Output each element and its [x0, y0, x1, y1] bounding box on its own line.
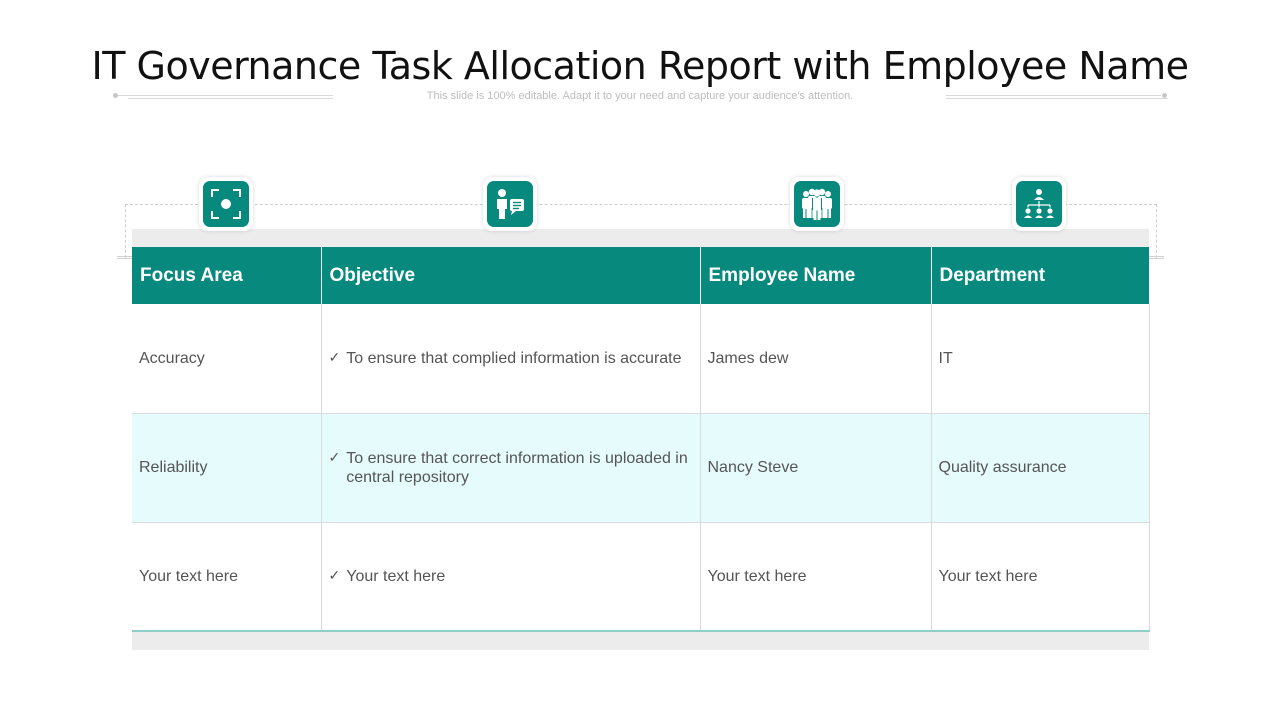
cell-department: Your text here [931, 522, 1149, 631]
checkmark-icon: ✓ [328, 348, 341, 365]
table-top-band [132, 229, 1149, 247]
team-group-icon [790, 177, 844, 231]
deco-dot-right [1162, 93, 1167, 98]
checkmark-icon: ✓ [328, 448, 341, 465]
task-allocation-table [132, 247, 1150, 632]
side-line-right [1149, 256, 1164, 259]
deco-dot-left [113, 93, 118, 98]
header-focus-area: Focus Area [132, 247, 321, 304]
dashed-frame-top [125, 204, 1157, 205]
side-line-left [117, 256, 132, 259]
deco-line-left-lower [128, 98, 333, 99]
presenter-chat-icon [483, 177, 537, 231]
cell-objective [321, 522, 700, 631]
cell-department: IT [931, 304, 1149, 413]
cell-employee-name: Your text here [700, 522, 931, 631]
dashed-frame-left [125, 204, 126, 258]
table-bottom-band [132, 632, 1149, 650]
cell-focus-area: Accuracy [132, 304, 321, 413]
objective-text: Your text here [346, 567, 446, 585]
cell-focus-area: Your text here [132, 522, 321, 631]
cell-employee-name: Nancy Steve [700, 413, 931, 522]
objective-text: To ensure that correct information is uploaded in central repository [346, 449, 688, 486]
table-row [132, 413, 1149, 522]
objective-text: To ensure that complied information is accurate [346, 349, 682, 367]
table-row [132, 304, 1149, 413]
table-header-row [132, 247, 1149, 304]
focus-target-icon [199, 177, 253, 231]
deco-line-right [946, 95, 1161, 96]
table-row [132, 522, 1149, 631]
cell-focus-area: Reliability [132, 413, 321, 522]
header-objective: Objective [321, 247, 700, 304]
org-chart-icon [1012, 177, 1066, 231]
deco-line-left [118, 95, 333, 96]
cell-objective [321, 413, 700, 522]
cell-employee-name: James dew [700, 304, 931, 413]
deco-line-right-lower [946, 98, 1168, 99]
checkmark-icon: ✓ [328, 566, 341, 583]
dashed-frame-right [1156, 204, 1157, 258]
cell-objective [321, 304, 700, 413]
header-department: Department [931, 247, 1149, 304]
cell-department: Quality assurance [931, 413, 1149, 522]
slide-title: IT Governance Task Allocation Report with Employee Name [91, 44, 1189, 88]
header-employee-name: Employee Name [700, 247, 931, 304]
slide-subtitle: This slide is 100% editable. Adapt it to your need and capture your audience's attention. [426, 90, 854, 102]
